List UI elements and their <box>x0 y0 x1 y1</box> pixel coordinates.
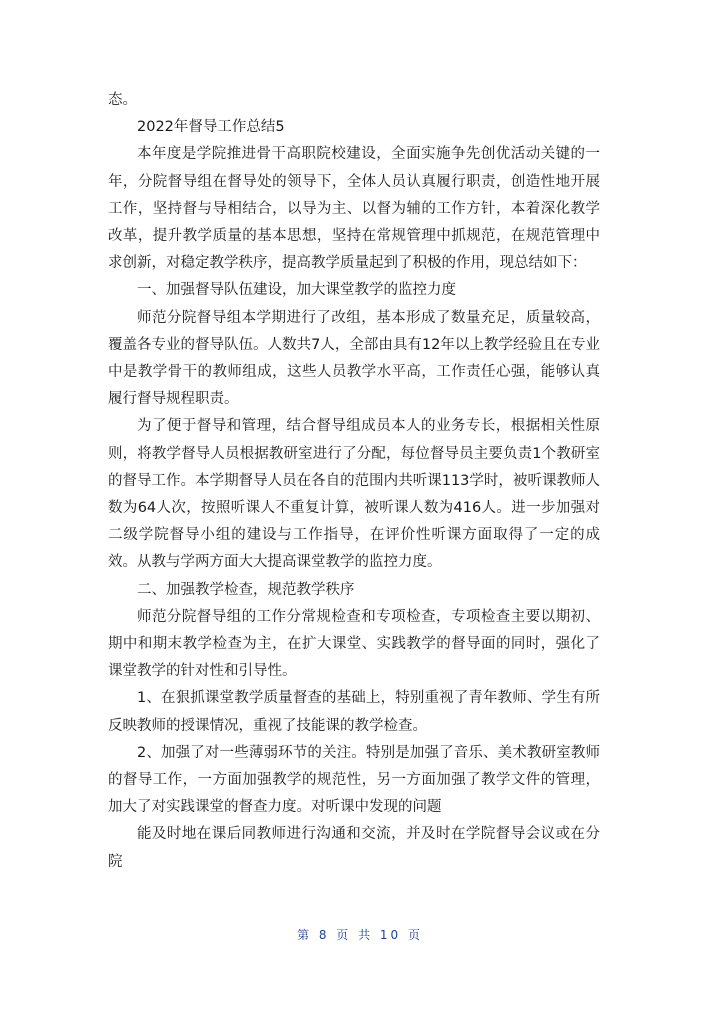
page-number-footer: 第 8 页 共 10 页 <box>297 928 423 942</box>
paragraph-assignment: 为了便于督导和管理，结合督导组成员本人的业务专长，根据相关性原则，将教学督导人员根据教研室进行了分配，每位督导员主要负责1个教研室的督导工作。本学期督导人员在各自的范围内共听课113学时，被听课教师人数为64人次，按照听课人不重复计算，被听课人数为416人。进一步加强对二级学院督导小组的建设与工作指导，在评价性听课方面取得了一定的成效。从教与学两方面大大提高课堂教学的监控力度。 <box>108 418 600 571</box>
paragraph-team: 师范分院督导组本学期进行了改组，基本形成了数量充足，质量较高，覆盖各专业的督导队伍。人数共7人，全部由具有12年以上教学经验且在专业中是教学骨干的教师组成，这些人员教学水平高，工作责任心强，能够认真履行督导规程职责。 <box>108 309 600 408</box>
document-body <box>108 87 600 876</box>
paragraph-intro: 本年度是学院推进骨干高职院校建设，全面实施争先创优活动关键的一年，分院督导组在督导处的领导下，全体人员认真履行职责，创造性地开展工作，坚持督与导相结合，以导为主、以督为辅的工作方针，本着深化教学改革，提升教学质量的基本思想，坚持在常规管理中抓规范，在规范管理中求创新，对稳定教学秩序，提高教学质量起到了积极的作用，现总结如下： <box>108 146 600 272</box>
section-heading-1: 一、加强督导队伍建设，加大课堂教学的监控力度 <box>137 282 456 299</box>
section-heading-summary-5: 2022年督导工作总结5 <box>137 119 285 136</box>
paragraph-continuation: 态。 <box>108 92 137 108</box>
section-heading-2: 二、加强教学检查，规范教学秩序 <box>137 581 355 598</box>
paragraph-item-1: 1、在狠抓课堂教学质量督查的基础上，特别重视了青年教师、学生有所反映教师的授课情况，重视了技能课的教学检查。 <box>108 690 600 734</box>
paragraph-inspection: 师范分院督导组的工作分常规检查和专项检查，专项检查主要以期初、期中和期末教学检查为主，在扩大课堂、实践教学的督导面的同时，强化了课堂教学的针对性和引导性。 <box>108 608 600 680</box>
paragraph-followup: 能及时地在课后同教师进行沟通和交流，并及时在学院督导会议或在分院 <box>108 826 600 870</box>
paragraph-item-2: 2、加强了对一些薄弱环节的关注。特别是加强了音乐、美术教研室教师的督导工作，一方面加强教学的规范性，另一方面加强了教学文件的管理，加大了对实践课堂的督查力度。对听课中发现的问题 <box>108 744 600 816</box>
